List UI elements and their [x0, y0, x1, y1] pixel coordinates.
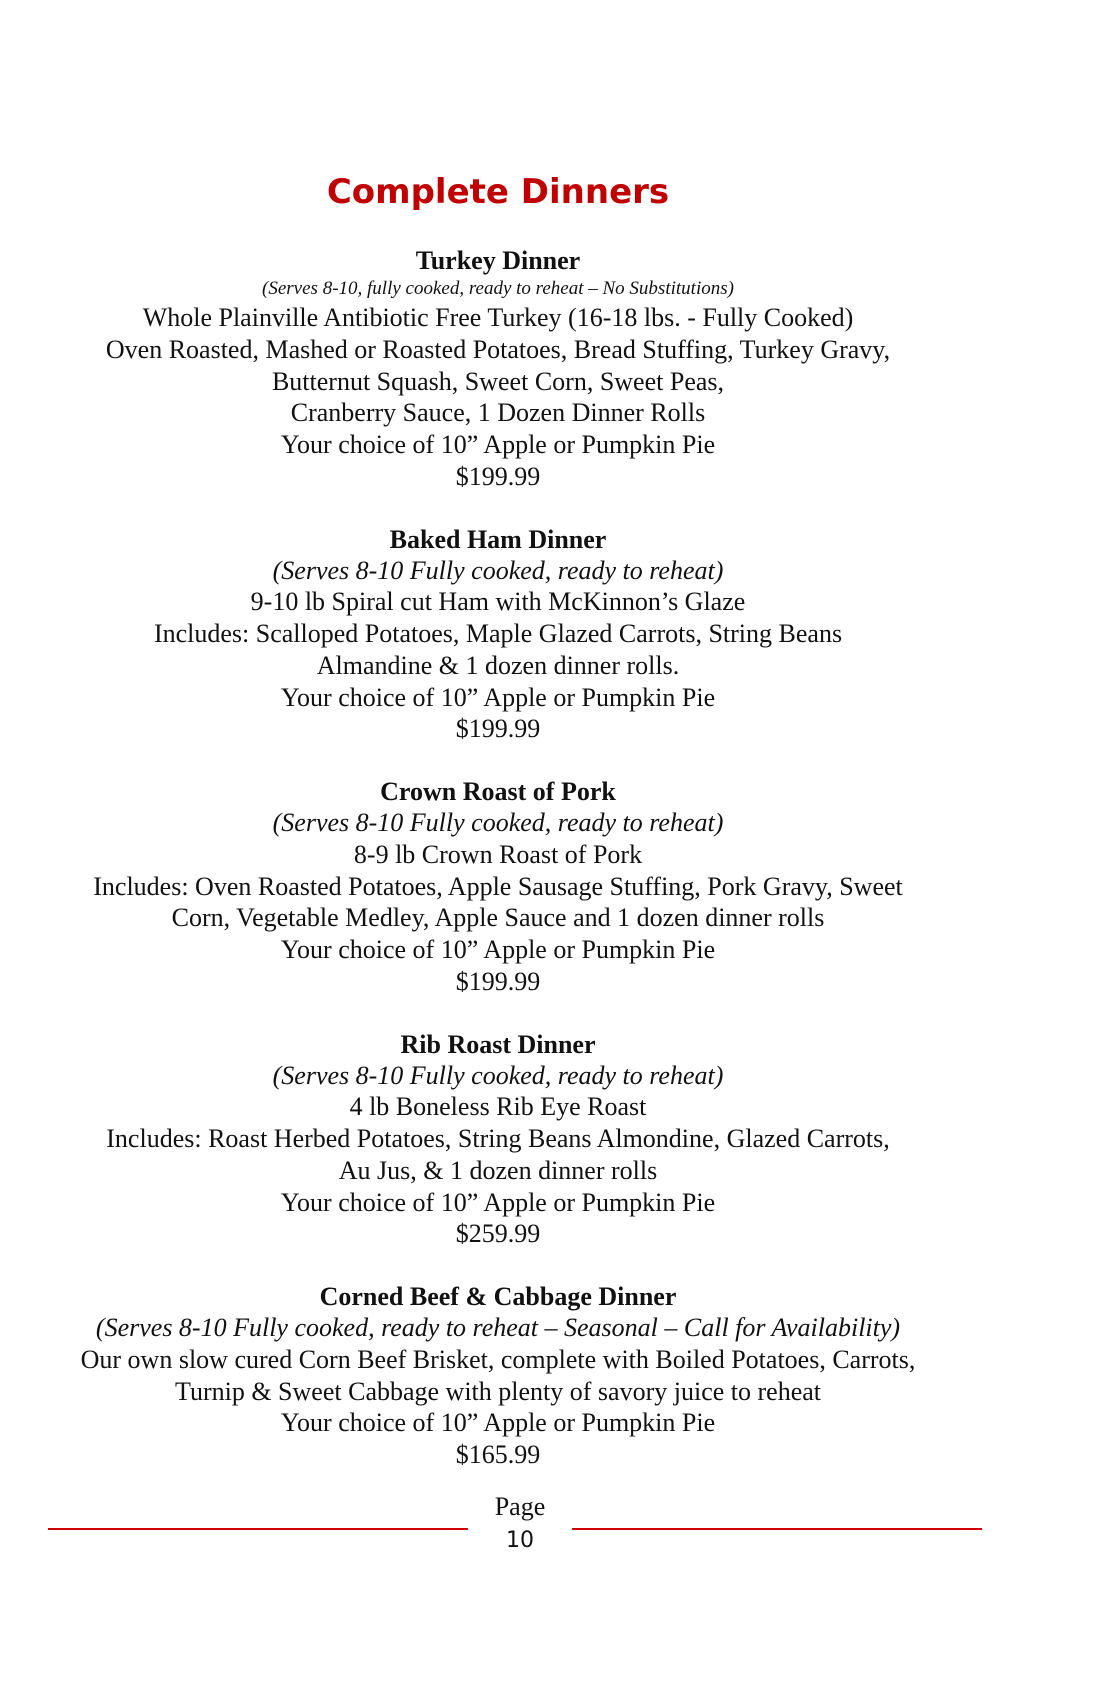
dish-line: Your choice of 10” Apple or Pumpkin Pie [280, 1187, 716, 1217]
dish-line: Au Jus, & 1 dozen dinner rolls [338, 1155, 658, 1185]
dish-line: Our own slow cured Corn Beef Brisket, complete with Boiled Potatoes, Carrots, [80, 1344, 916, 1374]
dish-line: Your choice of 10” Apple or Pumpkin Pie [280, 682, 716, 712]
footer-rule-left [48, 1528, 468, 1530]
page-label: Page [494, 1492, 546, 1521]
dish-name: Rib Roast Dinner [400, 1029, 596, 1059]
dish-line: Cranberry Sauce, 1 Dozen Dinner Rolls [290, 398, 706, 428]
dish-line: Whole Plainville Antibiotic Free Turkey (16-18 lbs. - Fully Cooked) [142, 303, 854, 332]
page-number: 10 [506, 1528, 534, 1553]
dish-rib-roast-dinner [0, 1030, 996, 1250]
dish-line: 9-10 lb Spiral cut Ham with McKinnon’s Glaze [250, 587, 746, 617]
dish-corned-beef-cabbage-dinner [0, 1282, 996, 1471]
dish-line: Your choice of 10” Apple or Pumpkin Pie [280, 430, 716, 460]
dish-note: (Serves 8-10 Fully cooked, ready to reheat) [272, 808, 724, 838]
dish-name: Turkey Dinner [415, 246, 581, 275]
dish-line: Almandine & 1 dozen dinner rolls. [316, 650, 680, 680]
dish-note: (Serves 8-10 Fully cooked, ready to reheat) [272, 555, 724, 585]
dish-price: $199.99 [455, 461, 541, 491]
dish-name: Corned Beef & Cabbage Dinner [319, 1282, 677, 1312]
dish-line: Includes: Roast Herbed Potatoes, String Beans Almondine, Glazed Carrots, [106, 1124, 890, 1154]
dish-line: Your choice of 10” Apple or Pumpkin Pie [280, 935, 716, 965]
dish-line: Includes: Oven Roasted Potatoes, Apple Sausage Stuffing, Pork Gravy, Sweet [93, 871, 903, 901]
page-title: Complete Dinners [326, 172, 670, 212]
dish-line: Oven Roasted, Mashed or Roasted Potatoes, Bread Stuffing, Turkey Gravy, [105, 334, 891, 364]
dish-name: Baked Ham Dinner [389, 524, 607, 554]
dish-line: Corn, Vegetable Medley, Apple Sauce and 1 dozen dinner rolls [171, 903, 825, 933]
dish-line: Your choice of 10” Apple or Pumpkin Pie [280, 1408, 716, 1438]
dish-crown-roast-of-pork [0, 777, 996, 997]
dish-note: (Serves 8-10 Fully cooked, ready to reheat) [272, 1060, 724, 1090]
footer-rule-right [572, 1528, 982, 1530]
dish-line: 8-9 lb Crown Roast of Pork [353, 839, 643, 869]
dish-line: Butternut Squash, Sweet Corn, Sweet Peas, [271, 366, 725, 396]
dish-turkey-dinner [0, 246, 996, 493]
dish-line: Turnip & Sweet Cabbage with plenty of savory juice to reheat [174, 1376, 821, 1406]
dish-price: $259.99 [455, 1219, 541, 1249]
dish-line: Includes: Scalloped Potatoes, Maple Glazed Carrots, String Beans [153, 619, 843, 649]
dinner-menu [0, 246, 996, 1503]
dish-note: (Serves 8-10 Fully cooked, ready to reheat – Seasonal – Call for Availability) [95, 1313, 901, 1343]
dish-baked-ham-dinner [0, 525, 996, 745]
dish-price: $199.99 [455, 966, 541, 996]
dish-price: $199.99 [455, 714, 541, 744]
dish-name: Crown Roast of Pork [380, 777, 616, 807]
dish-note: (Serves 8-10, fully cooked, ready to reheat – No Substitutions) [262, 278, 734, 299]
dish-price: $165.99 [455, 1440, 541, 1470]
dish-line: 4 lb Boneless Rib Eye Roast [349, 1092, 647, 1122]
